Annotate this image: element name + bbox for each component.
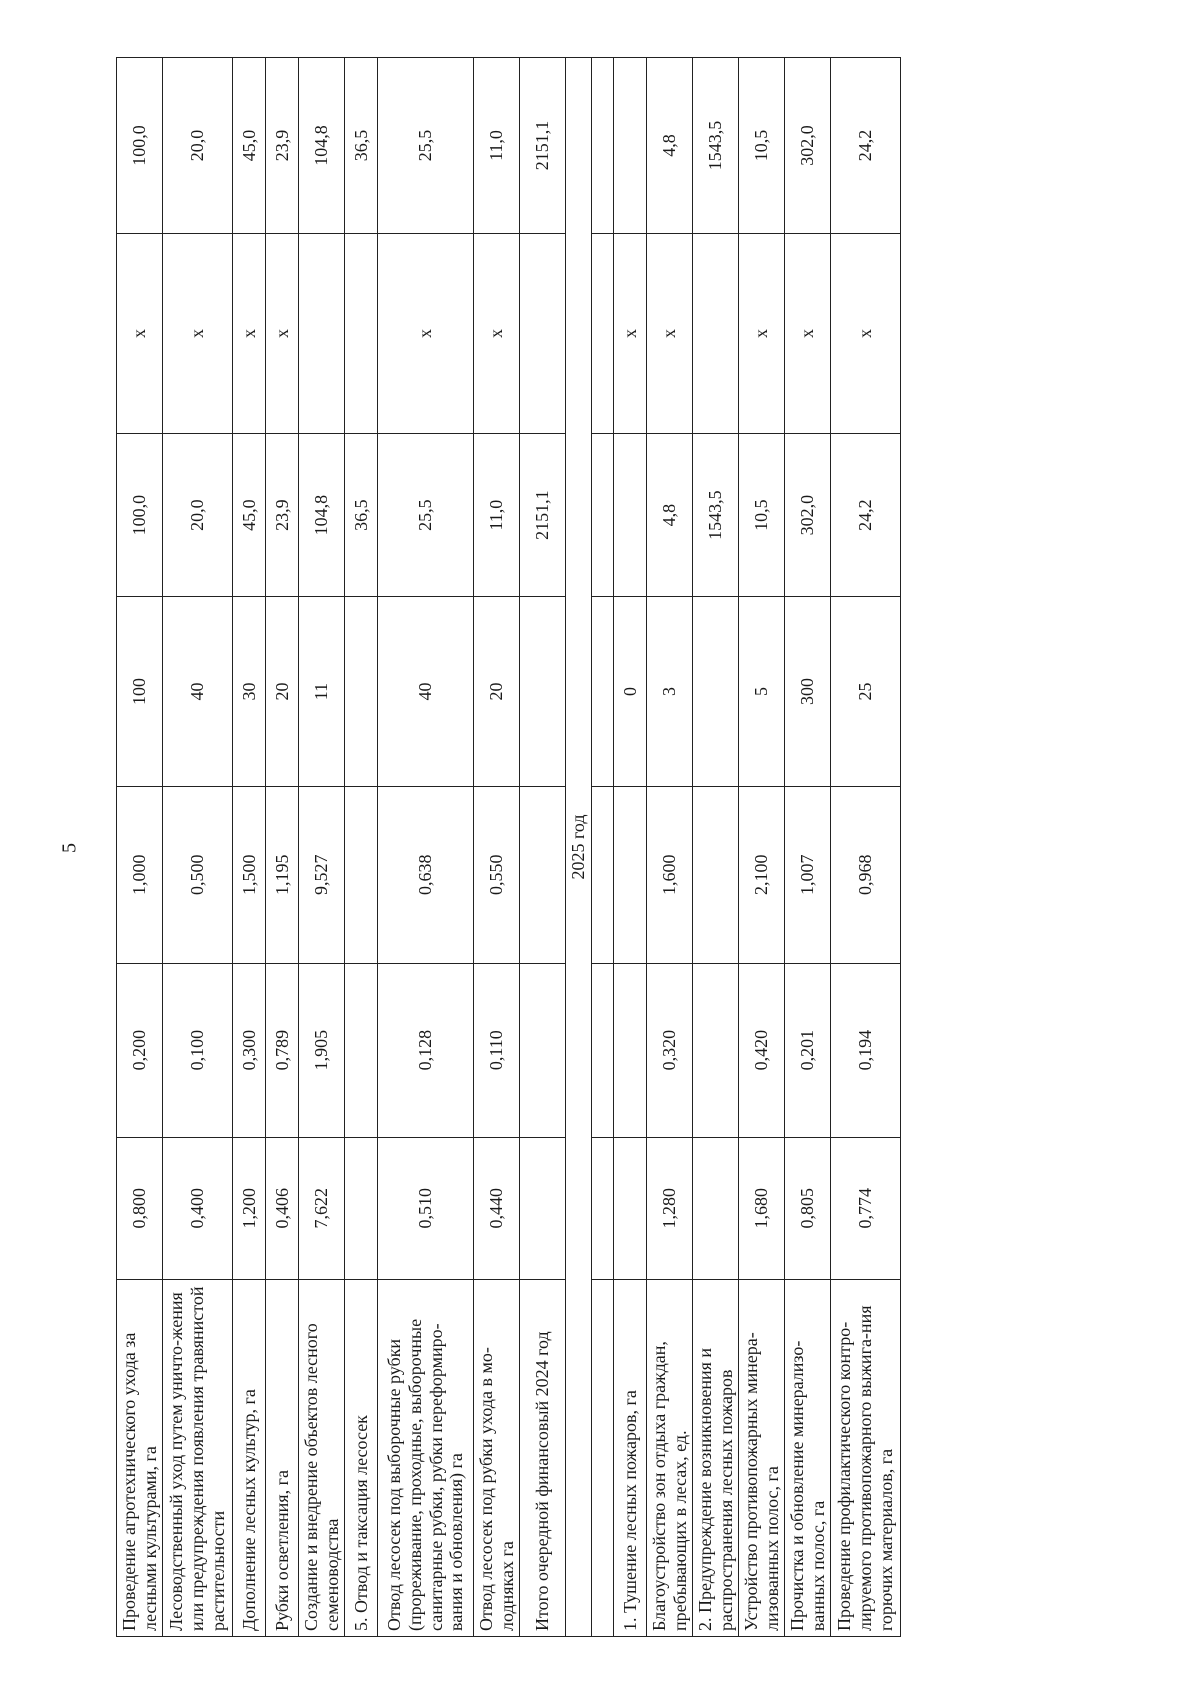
cell-c1: 0,800 bbox=[117, 1137, 163, 1279]
empty-cell bbox=[592, 786, 614, 963]
cell-c3: 1,500 bbox=[233, 786, 266, 963]
cell-c2 bbox=[520, 963, 566, 1137]
cell-c4: 0 bbox=[614, 597, 647, 787]
row-name: 2. Предупреждение возникновения и распространения лесных пожаров bbox=[693, 1279, 739, 1636]
table-row bbox=[647, 58, 693, 1637]
cell-c1: 0,400 bbox=[163, 1137, 233, 1279]
spacer-row bbox=[592, 58, 614, 1637]
cell-c3 bbox=[520, 786, 566, 963]
cell-c4: 3 bbox=[647, 597, 693, 787]
page-number: 5 bbox=[58, 843, 81, 853]
cell-c2 bbox=[693, 963, 739, 1137]
year-label: 2025 год bbox=[566, 58, 592, 1637]
cell-c3 bbox=[614, 786, 647, 963]
table-row bbox=[831, 58, 901, 1637]
cell-c7: 11,0 bbox=[474, 58, 520, 234]
cell-c3: 9,527 bbox=[299, 786, 345, 963]
cell-c6: х bbox=[739, 233, 785, 433]
table-row bbox=[693, 58, 739, 1637]
cell-c4: 20 bbox=[266, 597, 299, 787]
cell-c1: 0,510 bbox=[378, 1137, 474, 1279]
cell-c4: 40 bbox=[378, 597, 474, 787]
cell-c2: 0,194 bbox=[831, 963, 901, 1137]
cell-c7: 1543,5 bbox=[693, 58, 739, 234]
cell-c6: х bbox=[614, 233, 647, 433]
table-row bbox=[739, 58, 785, 1637]
cell-c4: 30 bbox=[233, 597, 266, 787]
cell-c2: 0,300 bbox=[233, 963, 266, 1137]
cell-c4: 100 bbox=[117, 597, 163, 787]
cell-c5: 45,0 bbox=[233, 433, 266, 596]
cell-c5: 302,0 bbox=[785, 433, 831, 596]
cell-c4: 300 bbox=[785, 597, 831, 787]
cell-c6 bbox=[345, 233, 378, 433]
cell-c4 bbox=[520, 597, 566, 787]
cell-c1 bbox=[345, 1137, 378, 1279]
cell-c3: 2,100 bbox=[739, 786, 785, 963]
cell-c2: 1,905 bbox=[299, 963, 345, 1137]
cell-c5: 36,5 bbox=[345, 433, 378, 596]
cell-c6: х bbox=[474, 233, 520, 433]
table-row-total bbox=[520, 58, 566, 1637]
cell-c6: х bbox=[378, 233, 474, 433]
cell-c6 bbox=[693, 233, 739, 433]
row-name: Итого очередной финансовый 2024 год bbox=[520, 1279, 566, 1636]
cell-c7: 23,9 bbox=[266, 58, 299, 234]
row-name: Лесоводственный уход путем уничто-жения или предупреждения появления травянистой растительности bbox=[163, 1279, 233, 1636]
cell-c1: 0,805 bbox=[785, 1137, 831, 1279]
empty-cell bbox=[592, 233, 614, 433]
cell-c3: 0,550 bbox=[474, 786, 520, 963]
cell-c7: 104,8 bbox=[299, 58, 345, 234]
cell-c1: 1,680 bbox=[739, 1137, 785, 1279]
empty-cell bbox=[592, 597, 614, 787]
row-name: 1. Тушение лесных пожаров, га bbox=[614, 1279, 647, 1636]
cell-c1: 7,622 bbox=[299, 1137, 345, 1279]
cell-c5: 20,0 bbox=[163, 433, 233, 596]
cell-c4: 25 bbox=[831, 597, 901, 787]
cell-c4: 5 bbox=[739, 597, 785, 787]
cell-c4: 11 bbox=[299, 597, 345, 787]
cell-c3: 1,007 bbox=[785, 786, 831, 963]
table-row bbox=[614, 58, 647, 1637]
cell-c2: 0,110 bbox=[474, 963, 520, 1137]
cell-c5: 2151,1 bbox=[520, 433, 566, 596]
cell-c7: 10,5 bbox=[739, 58, 785, 234]
cell-c7 bbox=[614, 58, 647, 234]
cell-c6: х bbox=[233, 233, 266, 433]
cell-c5: 4,8 bbox=[647, 433, 693, 596]
cell-c5: 100,0 bbox=[117, 433, 163, 596]
cell-c7: 45,0 bbox=[233, 58, 266, 234]
cell-c1: 1,200 bbox=[233, 1137, 266, 1279]
cell-c3: 1,600 bbox=[647, 786, 693, 963]
row-name: Дополнение лесных культур, га bbox=[233, 1279, 266, 1636]
cell-c3 bbox=[345, 786, 378, 963]
empty-cell bbox=[592, 58, 614, 234]
row-name: Рубки осветления, га bbox=[266, 1279, 299, 1636]
cell-c5: 25,5 bbox=[378, 433, 474, 596]
table-row bbox=[163, 58, 233, 1637]
row-name: Устройство противопожарных минера-лизованных полос, га bbox=[739, 1279, 785, 1636]
cell-c4 bbox=[345, 597, 378, 787]
cell-c7: 20,0 bbox=[163, 58, 233, 234]
cell-c2: 0,420 bbox=[739, 963, 785, 1137]
table-row bbox=[117, 58, 163, 1637]
cell-c7: 4,8 bbox=[647, 58, 693, 234]
empty-cell bbox=[592, 1279, 614, 1636]
row-name: Благоустройство зон отдыха граждан, пребывающих в лесах, ед. bbox=[647, 1279, 693, 1636]
table-row bbox=[378, 58, 474, 1637]
cell-c6: х bbox=[163, 233, 233, 433]
row-name: Проведение агротехнического ухода за лесными культурами, га bbox=[117, 1279, 163, 1636]
cell-c2: 0,320 bbox=[647, 963, 693, 1137]
cell-c1 bbox=[520, 1137, 566, 1279]
cell-c6: х bbox=[831, 233, 901, 433]
row-name: Создание и внедрение объектов лесного семеноводства bbox=[299, 1279, 345, 1636]
row-name: Отвод лесосек под выборочные рубки (прореживание, проходные, выборочные санитарные рубки, рубки переформиро-вания и обновления) га bbox=[378, 1279, 474, 1636]
table-row bbox=[474, 58, 520, 1637]
cell-c6: х bbox=[266, 233, 299, 433]
cell-c4: 40 bbox=[163, 597, 233, 787]
cell-c7: 25,5 bbox=[378, 58, 474, 234]
cell-c3: 0,500 bbox=[163, 786, 233, 963]
cell-c2: 0,100 bbox=[163, 963, 233, 1137]
cell-c5 bbox=[614, 433, 647, 596]
cell-c1: 0,440 bbox=[474, 1137, 520, 1279]
row-name: Проведение профилактического контро-лируемого противопожарного выжига-ния горючих материалов, га bbox=[831, 1279, 901, 1636]
year-row bbox=[566, 58, 592, 1637]
budget-table bbox=[116, 57, 901, 1637]
table-row bbox=[785, 58, 831, 1637]
cell-c2: 0,200 bbox=[117, 963, 163, 1137]
table-row bbox=[233, 58, 266, 1637]
table-container bbox=[116, 57, 1044, 1637]
cell-c1 bbox=[614, 1137, 647, 1279]
table-row bbox=[345, 58, 378, 1637]
cell-c4: 20 bbox=[474, 597, 520, 787]
cell-c2 bbox=[345, 963, 378, 1137]
cell-c7: 302,0 bbox=[785, 58, 831, 234]
cell-c7: 2151,1 bbox=[520, 58, 566, 234]
cell-c6: х bbox=[647, 233, 693, 433]
cell-c6 bbox=[520, 233, 566, 433]
cell-c3 bbox=[693, 786, 739, 963]
cell-c2: 0,789 bbox=[266, 963, 299, 1137]
cell-c2: 0,201 bbox=[785, 963, 831, 1137]
empty-cell bbox=[592, 433, 614, 596]
cell-c7: 100,0 bbox=[117, 58, 163, 234]
cell-c2 bbox=[614, 963, 647, 1137]
cell-c3: 0,638 bbox=[378, 786, 474, 963]
cell-c5: 11,0 bbox=[474, 433, 520, 596]
cell-c5: 1543,5 bbox=[693, 433, 739, 596]
cell-c3: 1,000 bbox=[117, 786, 163, 963]
cell-c3: 0,968 bbox=[831, 786, 901, 963]
cell-c3: 1,195 bbox=[266, 786, 299, 963]
cell-c1 bbox=[693, 1137, 739, 1279]
cell-c6: х bbox=[117, 233, 163, 433]
cell-c6: х bbox=[785, 233, 831, 433]
cell-c7: 24,2 bbox=[831, 58, 901, 234]
table-row bbox=[266, 58, 299, 1637]
cell-c1: 0,774 bbox=[831, 1137, 901, 1279]
cell-c4 bbox=[693, 597, 739, 787]
cell-c7: 36,5 bbox=[345, 58, 378, 234]
cell-c1: 0,406 bbox=[266, 1137, 299, 1279]
cell-c5: 10,5 bbox=[739, 433, 785, 596]
empty-cell bbox=[592, 963, 614, 1137]
cell-c6 bbox=[299, 233, 345, 433]
empty-cell bbox=[592, 1137, 614, 1279]
cell-c1: 1,280 bbox=[647, 1137, 693, 1279]
cell-c5: 104,8 bbox=[299, 433, 345, 596]
cell-c5: 23,9 bbox=[266, 433, 299, 596]
row-name: Прочистка и обновление минерализо-ванных полос, га bbox=[785, 1279, 831, 1636]
table-row bbox=[299, 58, 345, 1637]
row-name: 5. Отвод и таксация лесосек bbox=[345, 1279, 378, 1636]
cell-c5: 24,2 bbox=[831, 433, 901, 596]
row-name: Отвод лесосек под рубки ухода в мо-лодняках га bbox=[474, 1279, 520, 1636]
cell-c2: 0,128 bbox=[378, 963, 474, 1137]
